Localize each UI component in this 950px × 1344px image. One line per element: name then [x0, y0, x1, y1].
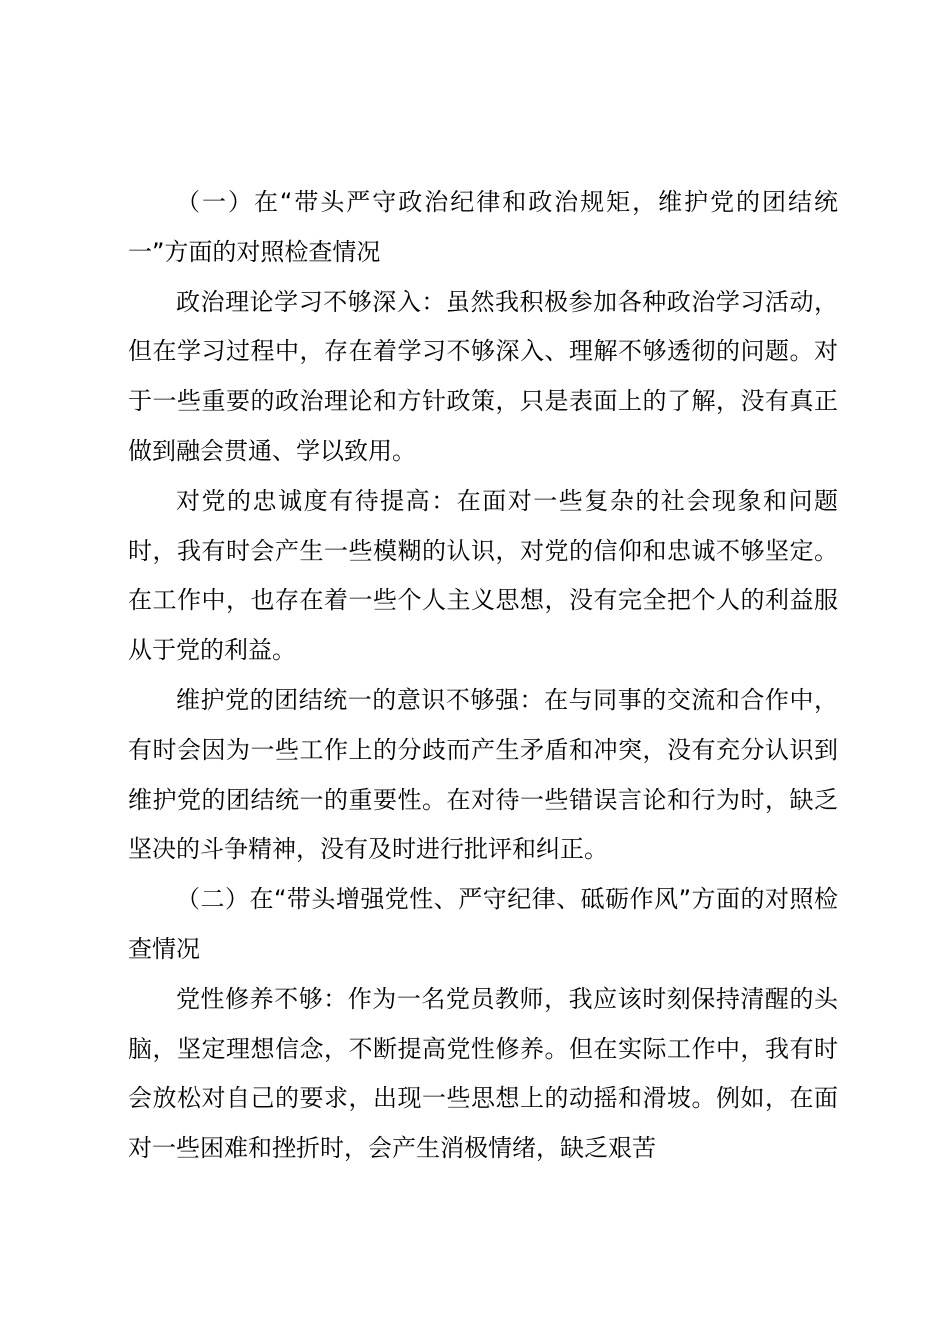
paragraph-unity: 维护党的团结统一的意识不够强：在与同事的交流和合作中，有时会因为一些工作上的分歧而产生矛盾和冲突，没有充分认识到维护党的团结统一的重要性。在对待一些错误言论和行为时，缺乏坚决的斗争精神，没有及时进行批评和纠正。 [128, 685, 838, 864]
paragraph-political-theory: 政治理论学习不够深入：虽然我积极参加各种政治学习活动，但在学习过程中，存在着学习不够深入、理解不够透彻的问题。对于一些重要的政治理论和方针政策，只是表面上的了解，没有真正做到融会贯通、学以致用。 [128, 287, 838, 465]
section-heading-1: （一）在“带头严守政治纪律和政治规矩，维护党的团结统一”方面的对照检查情况 [128, 188, 838, 266]
paragraph-loyalty: 对党的忠诚度有待提高：在面对一些复杂的社会现象和问题时，我有时会产生一些模糊的认识，对党的信仰和忠诚不够坚定。在工作中，也存在着一些个人主义思想，没有完全把个人的利益服从于党的利益。 [128, 486, 838, 665]
section-heading-2: （二）在“带头增强党性、严守纪律、砥砺作风”方面的对照检查情况 [128, 885, 838, 963]
paragraph-party-spirit: 党性修养不够：作为一名党员教师，我应该时刻保持清醒的头脑，坚定理想信念，不断提高党性修养。但在实际工作中，我有时会放松对自己的要求，出现一些思想上的动摇和滑坡。例如，在面对一些困难和挫折时，会产生消极情绪，缺乏艰苦 [128, 984, 838, 1163]
document-body [128, 178, 838, 1174]
